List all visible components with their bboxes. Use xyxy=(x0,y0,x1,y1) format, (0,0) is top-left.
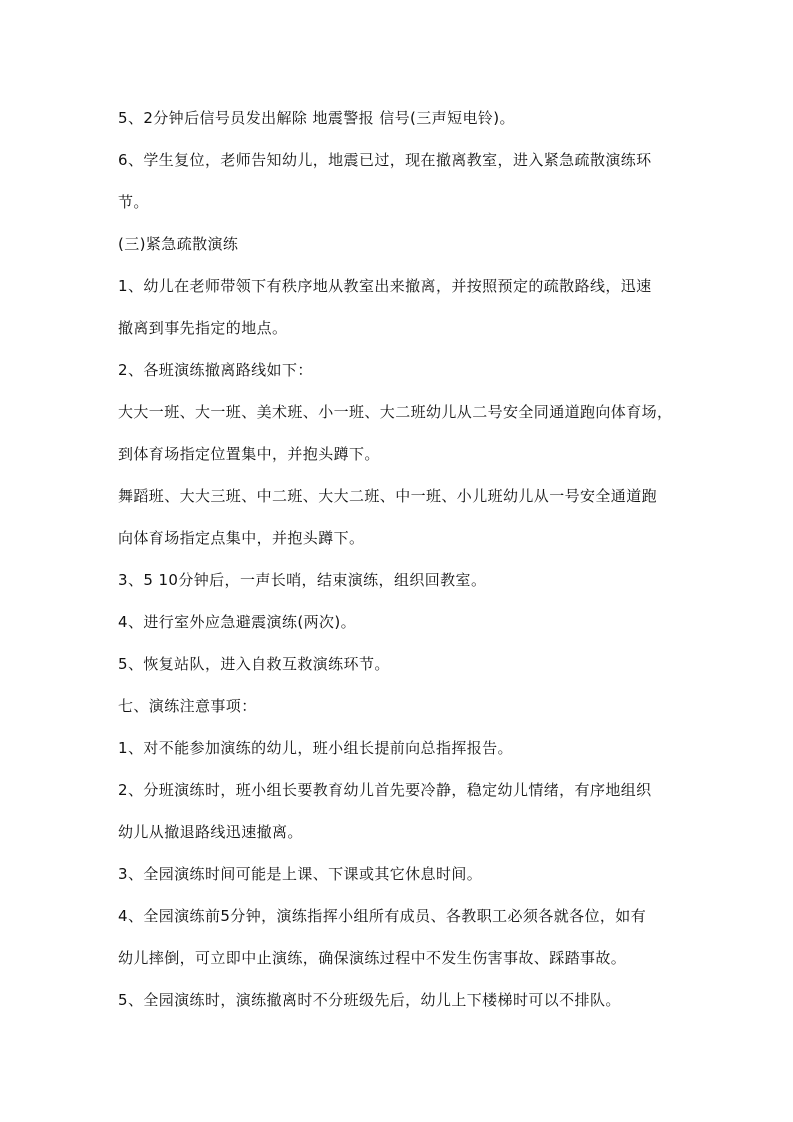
text-line: 3、5 10分钟后，一声长哨，结束演练，组织回教室。 xyxy=(118,571,487,589)
text-line: 6、学生复位，老师告知幼儿，地震已过，现在撤离教室，进入紧急疏散演练环 xyxy=(118,151,652,169)
text-line: 4、全园演练前5分钟，演练指挥小组所有成员、各教职工必须各就各位，如有 xyxy=(118,907,647,925)
text-line: 2、各班演练撤离路线如下： xyxy=(118,361,313,379)
text-line: 大大一班、大一班、美术班、小一班、大二班幼儿从二号安全同通道跑向体育场， xyxy=(118,403,673,421)
text-line: 2、分班演练时，班小组长要教育幼儿首先要冷静，稳定幼儿情绪，有序地组织 xyxy=(118,781,652,799)
text-line: 1、幼儿在老师带领下有秩序地从教室出来撤离，并按照预定的疏散路线，迅速 xyxy=(118,277,652,295)
text-line: 1、对不能参加演练的幼儿，班小组长提前向总指挥报告。 xyxy=(118,739,513,757)
text-line: 向体育场指定点集中，并抱头蹲下。 xyxy=(118,529,365,547)
text-line: 4、进行室外应急避震演练(两次)。 xyxy=(118,613,357,631)
text-line: 幼儿摔倒，可立即中止演练，确保演练过程中不发生伤害事故、踩踏事故。 xyxy=(118,949,627,967)
text-line: 撤离到事先指定的地点。 xyxy=(118,319,288,337)
text-line: 3、全园演练时间可能是上课、下课或其它休息时间。 xyxy=(118,865,483,883)
text-line: 节。 xyxy=(118,193,149,211)
text-line: 5、恢复站队，进入自救互救演练环节。 xyxy=(118,655,390,673)
text-line: 舞蹈班、大大三班、中二班、大大二班、中一班、小儿班幼儿从一号安全通道跑 xyxy=(118,487,658,505)
section-heading: 七、演练注意事项： xyxy=(118,697,257,715)
text-line: 幼儿从撤退路线迅速撤离。 xyxy=(118,823,303,841)
text-line: 5、全园演练时，演练撤离时不分班级先后，幼儿上下楼梯时可以不排队。 xyxy=(118,991,621,1009)
section-heading: (三)紧急疏散演练 xyxy=(118,235,239,253)
text-line: 5、2分钟后信号员发出解除 地震警报 信号(三声短电铃)。 xyxy=(118,109,515,127)
text-line: 到体育场指定位置集中，并抱头蹲下。 xyxy=(118,445,380,463)
